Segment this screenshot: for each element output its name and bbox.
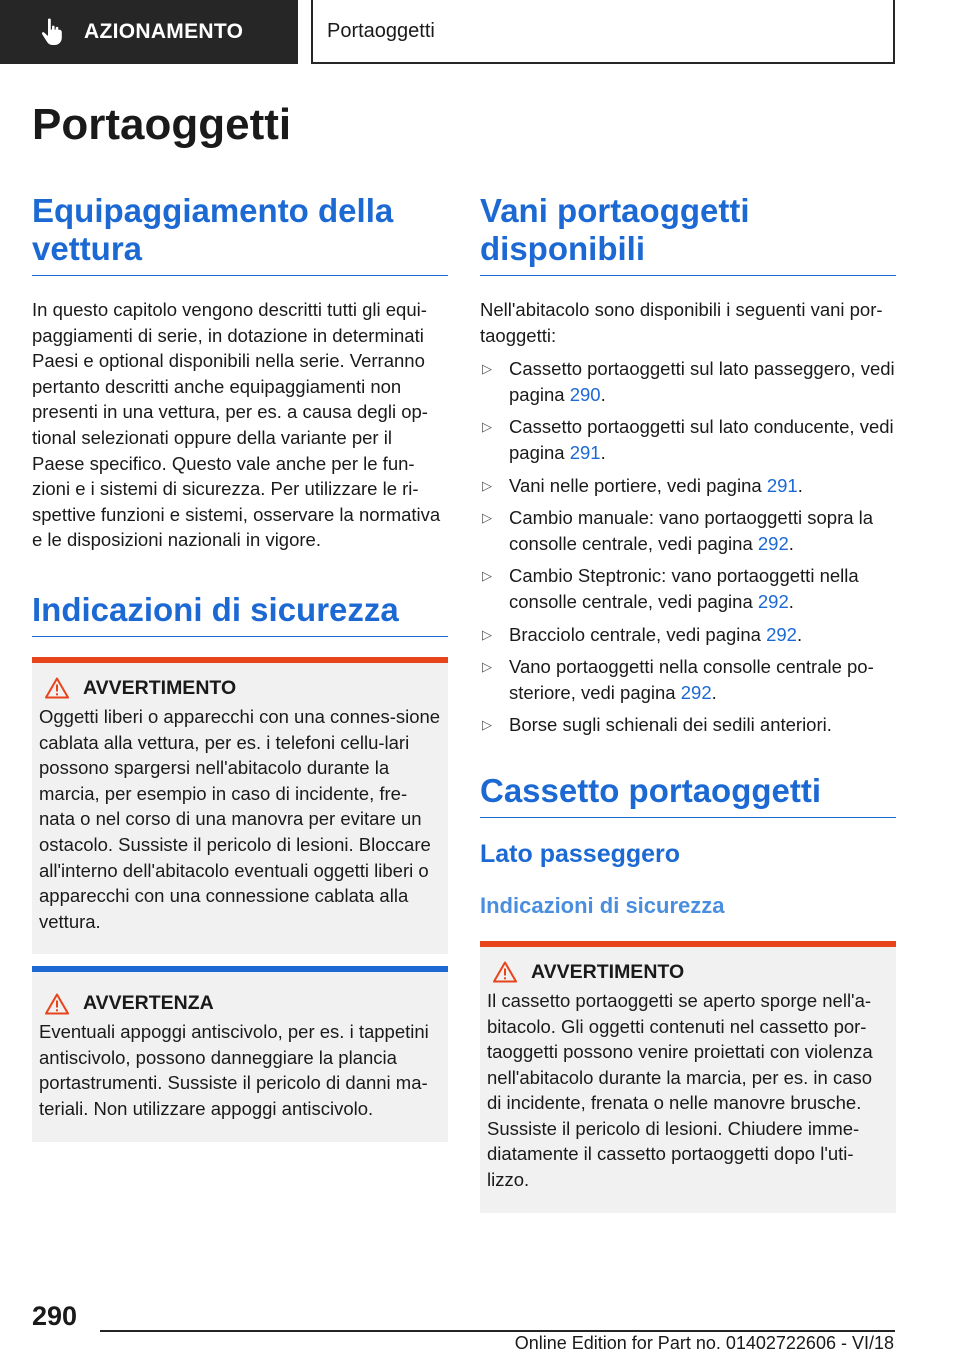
list-item: ▷ Bracciolo centrale, vedi pagina 292. — [480, 622, 896, 648]
list-item: ▷ Borse sugli schienali dei sedili anteriori. — [480, 712, 896, 738]
vani-intro: Nell'abitacolo sono disponibili i seguenti vani por-taoggetti: — [480, 299, 883, 346]
page-link[interactable]: 292 — [757, 590, 789, 612]
warning-triangle-icon — [45, 677, 69, 699]
heading-equipaggiamento: Equipaggiamento della vettura — [32, 192, 448, 276]
storage-list — [480, 356, 896, 738]
warning-text: Il cassetto portaoggetti se aperto sporge nell'a-bitacolo. Gli oggetti contenuti nel cassetto por-taoggetti possono venire proiettati con violenza nell'abitacolo durante la marcia, per es. in caso di incidente, frenata o nelle manovre brusche. Sussiste il pericolo di lesioni. Chiudere imme-diatamente il cassetto portaoggetti dopo l'uti-lizzo. — [487, 989, 873, 1191]
warning-triangle-icon — [45, 993, 69, 1015]
page-link[interactable]: 291 — [569, 441, 601, 463]
triangle-bullet-icon: ▷ — [482, 361, 492, 377]
warning-box-cassetto — [480, 941, 896, 1213]
warning-title: AVVERTIMENTO — [531, 960, 685, 983]
list-item: ▷ Cassetto portaoggetti sul lato conducente, vedi pagina 291. — [482, 416, 894, 463]
list-item: ▷ Cambio Steptronic: vano portaoggetti nella consolle centrale, vedi pagina 292. — [482, 565, 859, 612]
heading-vani-portaoggetti: Vani portaoggetti disponibili — [480, 192, 896, 276]
triangle-bullet-icon: ▷ — [482, 717, 492, 733]
left-column — [32, 192, 448, 1142]
footer-divider — [100, 1330, 895, 1332]
warning-box-avvertimento — [32, 657, 448, 954]
page-link[interactable]: 291 — [766, 474, 798, 496]
list-item: ▷ Cassetto portaoggetti sul lato passeggero, vedi pagina 290. — [482, 358, 895, 405]
list-item: ▷ Vani nelle portiere, vedi pagina 291. — [480, 473, 896, 499]
page-title: Portaoggetti — [32, 100, 292, 149]
triangle-bullet-icon: ▷ — [482, 510, 492, 526]
warning-box-avvertenza — [32, 966, 448, 1141]
warning-text: Oggetti liberi o apparecchi con una connes-sione cablata alla vettura, per es. i telefoni cellu-lari possono spargersi nell'abitacolo durante la marcia, per esempio in caso di incidente, fre-nata o nel corso di una manovra per evitare un ostacolo. Sussiste il pericolo di lesioni. Bloccare all'interno dell'abitacolo eventuali oggetti liberi o apparecchi con una connessione cablata alla vettura. — [39, 705, 441, 932]
list-item: ▷ Cambio manuale: vano portaoggetti sopra la consolle centrale, vedi pagina 292. — [482, 507, 874, 554]
edition-note: Online Edition for Part no. 01402722606 - VI/18 — [514, 1333, 894, 1353]
triangle-bullet-icon: ▷ — [482, 568, 492, 584]
heading-lato-passeggero: Lato passeggero — [480, 839, 681, 868]
right-column — [480, 192, 896, 1213]
heading-cassetto-portaoggetti: Cassetto portaoggetti — [480, 772, 896, 818]
heading-indicazioni-sicurezza: Indicazioni di sicurezza — [32, 591, 448, 637]
hand-pointer-icon — [40, 17, 64, 47]
topic-header — [311, 0, 895, 64]
page-link[interactable]: 292 — [757, 532, 789, 554]
list-item: ▷ Vano portaoggetti nella consolle centrale po-steriore, vedi pagina 292. — [482, 656, 874, 703]
heading-indicazioni-sicurezza-2: Indicazioni di sicurezza — [480, 892, 725, 918]
notice-text: Eventuali appoggi antiscivolo, per es. i tappetini antiscivolo, possono danneggiare la plancia portastrumenti. Sussiste il pericolo di danni ma-teriali. Non utilizzare appoggi antiscivolo. — [39, 1021, 429, 1120]
warning-title: AVVERTIMENTO — [83, 676, 237, 699]
warning-triangle-icon — [493, 961, 517, 983]
page-number: 290 — [32, 1301, 78, 1331]
triangle-bullet-icon: ▷ — [482, 659, 492, 675]
section-label: AZIONAMENTO — [84, 20, 244, 43]
topic-label: Portaoggetti — [327, 19, 435, 42]
triangle-bullet-icon: ▷ — [482, 419, 492, 435]
page-link[interactable]: 292 — [766, 623, 797, 645]
intro-paragraph: In questo capitolo vengono descritti tutti gli equi-paggiamenti di serie, in dotazione in determinati Paesi e optional disponibili nella serie. Verranno pertanto descritti anche equipaggiamenti non presenti in una vettura, per es. a causa degli op-tional selezionati oppure della variante per il Paese specifico. Questo vale anche per le fun-zioni e i sistemi di sicurezza. Per utilizzare le ri-spettive funzioni e sistemi, osservare la normativa e le disposizioni nazionali in vigore. — [32, 299, 441, 551]
triangle-bullet-icon: ▷ — [482, 626, 492, 642]
notice-title: AVVERTENZA — [83, 992, 214, 1015]
page-link[interactable]: 292 — [680, 681, 712, 703]
section-tab[interactable] — [0, 0, 298, 64]
triangle-bullet-icon: ▷ — [482, 477, 492, 493]
page-link[interactable]: 290 — [569, 383, 601, 405]
